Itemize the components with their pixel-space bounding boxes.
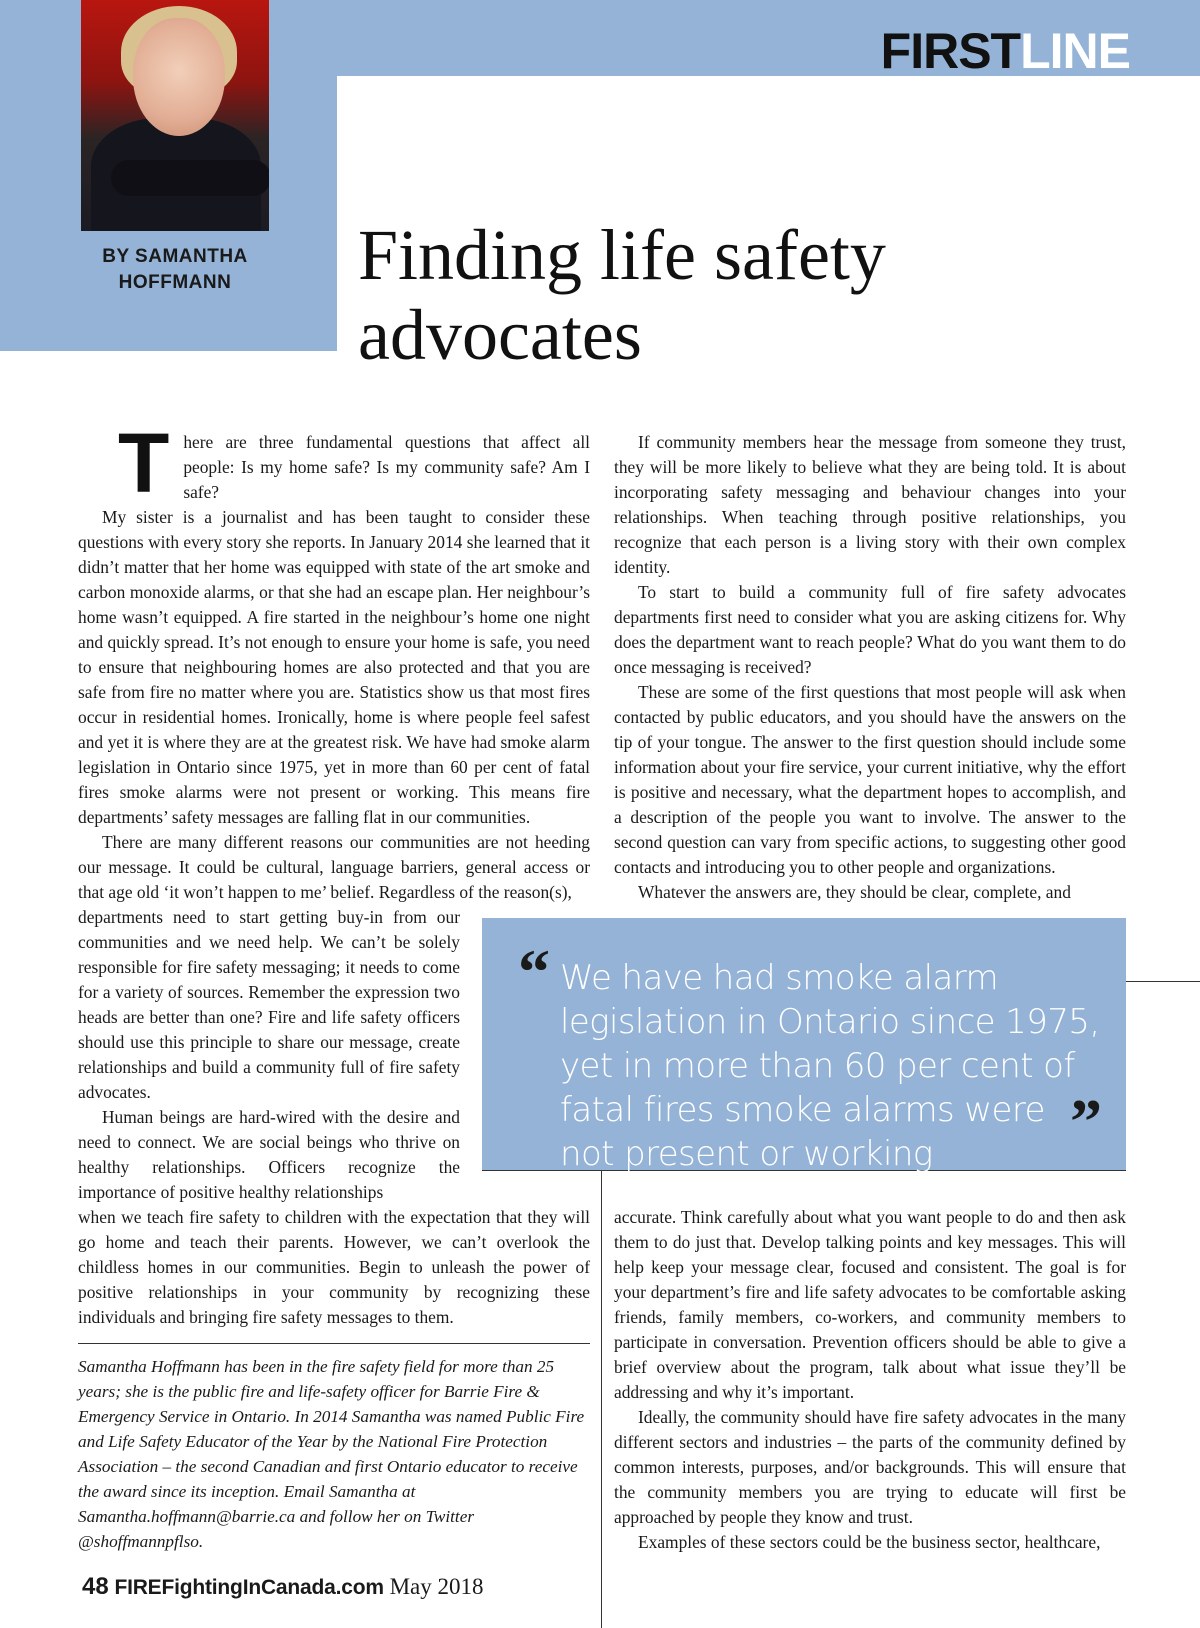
pull-quote-text: We have had smoke alarm legislation in Ontario since 1975, yet in more than 60 per cent of fatal fires smoke alarms were not present or working [560,958,1100,1174]
body-paragraph: There are many different reasons our communities are not heeding our message. It could be cultural, language barriers, general access or that age old ‘it won’t happen to me’ belief. Regardless of the reason(s), [78,832,590,902]
body-paragraph: Whatever the answers are, they should be clear, complete, and [638,882,1071,902]
pull-quote-rule-right [1126,981,1200,982]
close-quote-icon: ” [1070,1086,1102,1157]
brand-line: LINE [1020,23,1130,79]
page-footer [82,1572,484,1603]
column-1-top [78,416,590,905]
body-paragraph: To start to build a community full of fire safety advocates departments first need to consider what you are asking citizens for. Why does the department want to reach people? What do you want them to do once messaging is received? [614,582,1126,677]
body-paragraph: departments need to start getting buy-in from our communities and we need help. We can’t be solely responsible for fire safety messaging; it needs to come for a variety of sources. Remember the expression two heads are better than one? Fire and life safety officers should use this principle to share our message, create relationships and build a community full of fire safety advocates. [78,907,460,1102]
author-bio: Samantha Hoffmann has been in the fire safety field for more than 25 years; she is the public fire and life-safety officer for Barrie Fire & Emergency Service in Ontario. In 2014 Samantha was named Public Fire and Life Safety Educator of the Year by the National Fire Protection Association – the second Canadian and first Ontario educator to receive the award since its inception. Email Samantha at Samantha.hoffmann@barrie.ca and follow her on Twitter @shoffmannpflso. [78,1357,585,1551]
column-1-narrow [78,905,460,1215]
bio-divider [78,1343,590,1344]
column-2-top [614,430,1126,905]
body-paragraph: Human beings are hard-wired with the desire and need to connect. We are social beings who thrive on healthy relationships. Officers recognize the importance of positive healthy relationships [78,1107,460,1202]
page-number: 48 [82,1573,109,1600]
first-paragraph: There are three fundamental questions that affect all people: Is my home safe? Is my community safe? Am I safe? [118,416,590,510]
body-paragraph: If community members hear the message from someone they trust, they will be more likely to believe what they are being told. It is about incorporating safety messaging and behaviour changes into your relationships. When teaching through positive relationships, you recognize that each person is a living story with their own complex identity. [614,432,1126,577]
body-paragraph: Examples of these sectors could be the business sector, healthcare, [638,1532,1101,1552]
column-2-bottom [614,1205,1126,1555]
body-paragraph: accurate. Think carefully about what you want people to do and then ask them to do just that. Develop talking points and key messages. This will help keep your message clear, focused and consistent. The goal is for your department’s fire and life safety advocates to be comfortable asking friends, family members, co-workers, and community members to participate in conversation. Prevention officers should be able to give a brief overview about the program, talk about what issue they’ll be addressing and why it’s important. [614,1207,1126,1402]
open-quote-icon: “ [518,936,550,1007]
author-photo [81,0,269,231]
body-paragraph: These are some of the first questions that most people will ask when contacted by public educators, and you should have the answers on the tip of your tongue. The answer to the first question should include some information about your fire service, your current initiative, why the effort is positive and necessary, what the department hopes to accomplish, and a description of the people you want to involve. The answer to the second question can vary from specific actions, to suggesting other good contacts and introducing you to other people and organizations. [614,682,1126,877]
column-divider [601,1170,602,1628]
footer-date: May 2018 [389,1574,484,1599]
section-brand [880,23,1130,79]
author-byline: BY SAMANTHA HOFFMANN [102,246,248,293]
body-paragraph: when we teach fire safety to children with the expectation that they will go home and teach their parents. However, we can’t overlook the childless homes in our communities. Begin to unleash the power of positive relationships in your community by recognizing these individuals and bringing fire safety messages to them. [78,1207,590,1327]
column-1-bottom [78,1205,590,1330]
brand-first: FIRST [880,23,1021,79]
footer-site: FIREFightingInCanada.com [114,1576,384,1599]
drop-cap: T [118,416,170,510]
article-title: Finding life safety advocates [358,215,886,375]
body-paragraph: My sister is a journalist and has been taught to consider these questions with every story she reports. In January 2014 she learned that it didn’t matter that her home was equipped with state of the art smoke and carbon monoxide alarms, or that she had an escape plan. Her neighbour’s home wasn’t equipped. A fire started in the neighbour’s home one night and quickly spread. It’s not enough to ensure your home is safe, you need to ensure that neighbouring homes are also protected and that you are safe from fire no matter where you are. Statistics show us that most fires occur in residential homes. Ironically, home is where people feel safest and yet it is where they are at the greatest risk. We have had smoke alarm legislation in Ontario since 1975, yet in more than 60 per cent of fatal fires smoke alarms were not present or working. This means fire departments’ safety messages are falling flat in our communities. [78,507,590,827]
body-paragraph: Ideally, the community should have fire safety advocates in the many different sectors and industries – the parts of the community defined by common interests, purposes, and/or backgrounds. This will ensure that the community members you are trying to educate will first be approached by people they know and trust. [614,1407,1126,1527]
